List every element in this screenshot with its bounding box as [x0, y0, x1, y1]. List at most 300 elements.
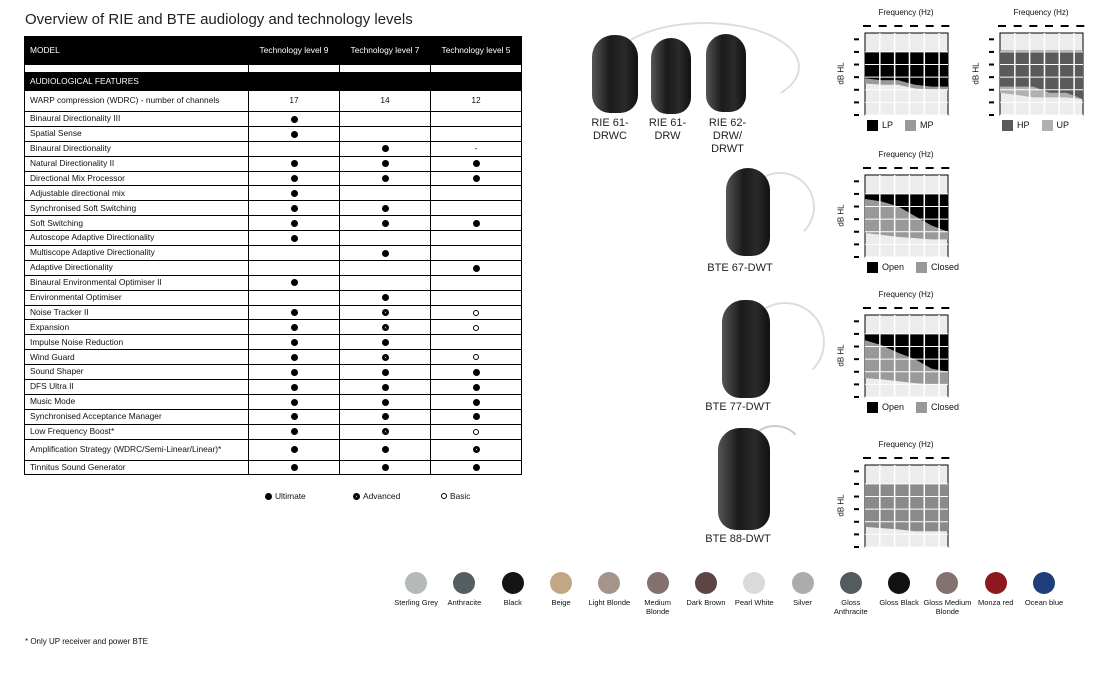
color-name: Ocean blue [1024, 598, 1064, 607]
chart-legend [867, 262, 959, 273]
feature-name: Directional Mix Processor [25, 171, 249, 186]
x-tick-mark [894, 307, 902, 309]
y-tick-mark [854, 346, 859, 348]
x-tick-mark [1045, 25, 1053, 27]
footnote: * Only UP receiver and power BTE [25, 637, 149, 646]
section-title: AUDIOLOGICAL FEATURES [25, 73, 522, 91]
device-label: RIE 61-DRW [648, 117, 687, 143]
feature-name: Expansion [25, 320, 249, 335]
table-row [25, 350, 522, 365]
color-swatch-item [633, 572, 681, 617]
y-tick-mark [854, 64, 859, 66]
chart-y-label: dB HL [836, 494, 846, 517]
color-name: Medium Blonde [644, 598, 671, 617]
color-circle [598, 572, 620, 594]
column-header: Technology level 9 [249, 37, 340, 65]
ultimate-dot-icon [291, 413, 298, 420]
table-row [25, 91, 522, 112]
cell-value: 17 [289, 95, 299, 106]
table-cell [431, 335, 522, 350]
ultimate-dot-icon [291, 190, 298, 197]
ultimate-dot-icon [291, 220, 298, 227]
color-circle [743, 572, 765, 594]
table-row [25, 380, 522, 395]
color-name: Gloss Anthracite [833, 598, 868, 617]
y-tick-mark [854, 51, 859, 53]
ultimate-dot-icon [291, 339, 298, 346]
table-row [25, 275, 522, 290]
legend-swatch [867, 402, 878, 413]
chart-y-label: dB HL [836, 204, 846, 227]
ultimate-dot-icon [382, 369, 389, 376]
table-cell [431, 409, 522, 424]
table-cell [340, 201, 431, 216]
y-tick-mark [854, 508, 859, 510]
table-cell [340, 460, 431, 475]
color-name: Dark Brown [686, 598, 726, 607]
color-swatch-item [730, 572, 778, 617]
feature-name: Autoscope Adaptive Directionality [25, 231, 249, 246]
table-cell [249, 260, 340, 275]
color-swatch-item [440, 572, 488, 617]
color-swatch-item [392, 572, 440, 617]
ultimate-dot-icon [473, 175, 480, 182]
ultimate-dot-icon [382, 446, 389, 453]
ultimate-dot-icon [382, 384, 389, 391]
table-row [25, 156, 522, 171]
y-tick-mark [854, 496, 859, 498]
feature-name: Binaural Directionality [25, 141, 249, 156]
y-tick-mark [989, 76, 994, 78]
y-tick-mark [854, 218, 859, 220]
table-row [25, 409, 522, 424]
table-cell [340, 350, 431, 365]
legend-label: Closed [931, 402, 960, 412]
feature-name: WARP compression (WDRC) - number of channels [25, 91, 249, 112]
y-tick-mark [854, 243, 859, 245]
color-circle [985, 572, 1007, 594]
table-cell [431, 394, 522, 409]
table-cell [340, 424, 431, 439]
y-tick-mark [854, 320, 859, 322]
table-cell [249, 126, 340, 141]
table-cell [340, 246, 431, 261]
ultimate-dot-icon [291, 369, 298, 376]
feature-name: Adjustable directional mix [25, 186, 249, 201]
table-cell [249, 365, 340, 380]
table-cell [249, 201, 340, 216]
table-cell [340, 260, 431, 275]
ultimate-dot-icon [382, 205, 389, 212]
y-tick-mark [989, 64, 994, 66]
feature-name: Low Frequency Boost* [25, 424, 249, 439]
y-tick-mark [854, 533, 859, 535]
ultimate-dot-icon [473, 413, 480, 420]
legend-entry [1002, 120, 1030, 131]
table-cell [249, 394, 340, 409]
y-tick-mark [854, 114, 859, 116]
ultimate-dot-icon [382, 220, 389, 227]
y-tick-mark [989, 114, 994, 116]
ultimate-dot-icon [382, 175, 389, 182]
y-tick-mark [854, 206, 859, 208]
color-name: Gloss Medium Blonde [923, 598, 972, 617]
feature-name: Sound Shaper [25, 365, 249, 380]
feature-name: Synchronised Soft Switching [25, 201, 249, 216]
x-tick-mark [926, 457, 934, 459]
feature-name: Spatial Sense [25, 126, 249, 141]
color-circle [647, 572, 669, 594]
x-tick-mark [926, 307, 934, 309]
legend-swatch [916, 402, 927, 413]
table-row [25, 460, 522, 475]
table-cell [431, 460, 522, 475]
table-cell [249, 424, 340, 439]
basic-dot-icon [473, 429, 479, 435]
ultimate-dot-icon [382, 413, 389, 420]
x-tick-mark [894, 25, 902, 27]
advanced-dot-icon [382, 354, 389, 361]
device-bte-67-image [726, 168, 770, 256]
chart-y-label: dB HL [971, 62, 981, 85]
color-swatch-item [682, 572, 730, 617]
spacer-row [25, 65, 522, 73]
ultimate-dot-icon [291, 235, 298, 242]
table-row [25, 320, 522, 335]
table-row [25, 394, 522, 409]
table-cell [431, 171, 522, 186]
table-cell [431, 275, 522, 290]
y-tick-mark [854, 193, 859, 195]
column-header: Technology level 5 [431, 37, 522, 65]
legend-swatch [867, 120, 878, 131]
ultimate-dot-icon [382, 464, 389, 471]
x-tick-mark [926, 167, 934, 169]
table-cell [249, 275, 340, 290]
table-cell [431, 231, 522, 246]
color-swatch-item [923, 572, 971, 617]
legend-swatch [905, 120, 916, 131]
table-cell [249, 112, 340, 127]
color-circle [888, 572, 910, 594]
table-cell [249, 156, 340, 171]
legend-swatch [867, 262, 878, 273]
table-cell [340, 156, 431, 171]
y-tick-mark [854, 470, 859, 472]
advanced-dot-icon [473, 446, 480, 453]
legend-entry [867, 120, 893, 131]
ultimate-dot-icon [382, 145, 389, 152]
table-cell [431, 439, 522, 460]
cell-value: - [474, 143, 478, 154]
ultimate-dot-icon [291, 131, 298, 138]
device-label: RIE 62-DRW/ DRWT [708, 117, 747, 156]
y-tick-mark [854, 231, 859, 233]
y-tick-mark [854, 101, 859, 103]
color-name: Beige [551, 598, 571, 607]
color-name: Monza red [977, 598, 1014, 607]
page-title: Overview of RIE and BTE audiology and technology levels [25, 11, 413, 28]
table-cell [431, 365, 522, 380]
feature-name: Natural Directionality II [25, 156, 249, 171]
color-name: Anthracite [447, 598, 482, 607]
legend-entry [916, 402, 959, 413]
color-name: Light Blonde [588, 598, 631, 607]
device-bte-77-image [722, 300, 770, 398]
device-rie-62-drw-image [706, 34, 746, 112]
x-tick-mark [894, 457, 902, 459]
table-legend [265, 491, 529, 501]
table-cell [431, 380, 522, 395]
advanced-dot-icon [382, 309, 389, 316]
y-tick-mark [989, 38, 994, 40]
section-row [25, 73, 522, 91]
table-row [25, 112, 522, 127]
ultimate-dot-icon [473, 265, 480, 272]
y-tick-mark [854, 38, 859, 40]
table-cell [340, 320, 431, 335]
x-tick-mark [1029, 25, 1037, 27]
feature-name: Noise Tracker II [25, 305, 249, 320]
x-tick-mark [941, 167, 949, 169]
advanced-dot-icon [382, 428, 389, 435]
table-cell [431, 290, 522, 305]
table-cell [431, 350, 522, 365]
device-rie-61-drwc-image [592, 35, 638, 113]
y-tick-mark [854, 383, 859, 385]
table-cell [249, 380, 340, 395]
feature-table [24, 36, 522, 475]
ultimate-dot-icon [473, 464, 480, 471]
table-row [25, 216, 522, 231]
device-label: BTE 77-DWT [705, 401, 771, 413]
basic-dot-icon [473, 325, 479, 331]
x-tick-mark [998, 25, 1006, 27]
x-tick-mark [863, 167, 871, 169]
color-swatch-item [827, 572, 875, 617]
y-tick-mark [854, 256, 859, 258]
table-cell [431, 424, 522, 439]
device-label: RIE 61-DRWC [591, 117, 629, 143]
legend-label: MP [920, 120, 934, 130]
x-tick-mark [910, 307, 918, 309]
y-tick-mark [854, 180, 859, 182]
table-cell [431, 216, 522, 231]
y-tick-mark [854, 76, 859, 78]
basic-dot-icon [473, 310, 479, 316]
table-row [25, 246, 522, 261]
feature-name: DFS Ultra II [25, 380, 249, 395]
table-cell [431, 260, 522, 275]
device-label: BTE 67-DWT [707, 262, 773, 274]
ultimate-dot-icon [291, 160, 298, 167]
table-cell [340, 91, 431, 112]
color-circle [840, 572, 862, 594]
color-swatch-item [972, 572, 1020, 617]
table-cell [340, 365, 431, 380]
chart-x-title: Frequency (Hz) [878, 150, 934, 159]
table-cell [249, 231, 340, 246]
feature-name: Wind Guard [25, 350, 249, 365]
feature-name: Binaural Directionality III [25, 112, 249, 127]
y-tick-mark [854, 358, 859, 360]
column-header: Technology level 7 [340, 37, 431, 65]
table-cell [340, 186, 431, 201]
table-row [25, 260, 522, 275]
ultimate-dot-icon [291, 354, 298, 361]
y-tick-mark [854, 483, 859, 485]
y-tick-mark [989, 89, 994, 91]
legend-label: Closed [931, 262, 960, 272]
ultimate-dot-icon [291, 464, 298, 471]
table-row [25, 335, 522, 350]
chart-x-title: Frequency (Hz) [878, 290, 934, 299]
table-cell [340, 380, 431, 395]
table-cell [249, 290, 340, 305]
table-cell [431, 186, 522, 201]
table-cell [340, 171, 431, 186]
table-row [25, 365, 522, 380]
chart-legend [1002, 120, 1069, 131]
table-row [25, 201, 522, 216]
feature-name: Synchronised Acceptance Manager [25, 409, 249, 424]
x-tick-mark [1076, 25, 1084, 27]
table-row [25, 171, 522, 186]
color-circle [1033, 572, 1055, 594]
table-row [25, 424, 522, 439]
device-bte-88-image [718, 428, 770, 530]
x-tick-mark [894, 167, 902, 169]
table-cell [340, 126, 431, 141]
table-row [25, 439, 522, 460]
table-cell [431, 91, 522, 112]
ultimate-dot-icon [382, 250, 389, 257]
x-tick-mark [941, 25, 949, 27]
basic-dot-icon [473, 354, 479, 360]
table-row [25, 186, 522, 201]
x-tick-mark [879, 167, 887, 169]
legend-ultimate: Ultimate [275, 491, 306, 501]
feature-name: Environmental Optimiser [25, 290, 249, 305]
ultimate-dot-icon [291, 399, 298, 406]
table-cell [431, 126, 522, 141]
ultimate-dot-icon [382, 339, 389, 346]
table-cell [340, 290, 431, 305]
table-cell [249, 216, 340, 231]
color-name: Pearl White [734, 598, 774, 607]
legend-entry [867, 402, 904, 413]
color-name: Sterling Grey [394, 598, 439, 607]
table-cell [431, 156, 522, 171]
x-tick-mark [910, 167, 918, 169]
cell-value: 14 [380, 95, 390, 106]
feature-name: Music Mode [25, 394, 249, 409]
feature-name: Soft Switching [25, 216, 249, 231]
table-row [25, 231, 522, 246]
basic-dot-icon [441, 493, 447, 499]
x-tick-mark [941, 457, 949, 459]
table-cell [340, 275, 431, 290]
table-cell [249, 246, 340, 261]
table-cell [249, 460, 340, 475]
color-circle [792, 572, 814, 594]
legend-swatch [1042, 120, 1053, 131]
device-label: BTE 88-DWT [705, 533, 771, 545]
x-tick-mark [910, 457, 918, 459]
table-header-row [25, 37, 522, 65]
advanced-dot-icon [353, 493, 360, 500]
table-cell [340, 305, 431, 320]
table-cell [340, 394, 431, 409]
table-cell [249, 141, 340, 156]
x-tick-mark [910, 25, 918, 27]
ultimate-dot-icon [291, 309, 298, 316]
color-circle [936, 572, 958, 594]
legend-entry [1042, 120, 1070, 131]
table-cell [249, 409, 340, 424]
legend-entry [916, 262, 959, 273]
table-cell [249, 305, 340, 320]
feature-name: Multiscope Adaptive Directionality [25, 246, 249, 261]
ultimate-dot-icon [473, 369, 480, 376]
table-cell [340, 216, 431, 231]
color-swatch-item [489, 572, 537, 617]
table-row [25, 141, 522, 156]
table-cell [249, 171, 340, 186]
color-name: Black [503, 598, 522, 607]
legend-label: LP [882, 120, 894, 130]
legend-label: HP [1017, 120, 1030, 130]
x-tick-mark [863, 25, 871, 27]
x-tick-mark [926, 25, 934, 27]
color-swatch-item [778, 572, 826, 617]
fitting-range-band [865, 484, 948, 531]
legend-entry [867, 262, 904, 273]
tube-image [610, 22, 800, 112]
table-row [25, 305, 522, 320]
ultimate-dot-icon [382, 399, 389, 406]
table-cell [431, 141, 522, 156]
feature-name: Adaptive Directionality [25, 260, 249, 275]
ultimate-dot-icon [291, 428, 298, 435]
ultimate-dot-icon [291, 324, 298, 331]
table-cell [249, 91, 340, 112]
table-cell [249, 439, 340, 460]
y-tick-mark [854, 396, 859, 398]
table-cell [431, 320, 522, 335]
feature-name: Amplification Strategy (WDRC/Semi-Linear/Linear)* [25, 439, 249, 460]
chart-x-title: Frequency (Hz) [1013, 8, 1069, 17]
y-tick-mark [854, 546, 859, 548]
table-cell [340, 335, 431, 350]
ultimate-dot-icon [473, 399, 480, 406]
feature-name: Impulse Noise Reduction [25, 335, 249, 350]
y-tick-mark [854, 89, 859, 91]
table-cell [340, 409, 431, 424]
legend-label: Open [882, 402, 905, 412]
table-cell [340, 231, 431, 246]
ultimate-dot-icon [291, 116, 298, 123]
color-swatch-item [537, 572, 585, 617]
table-cell [340, 112, 431, 127]
chart-y-label: dB HL [836, 344, 846, 367]
color-circle [405, 572, 427, 594]
device-rie-61-drw-image [651, 38, 691, 114]
color-circle [453, 572, 475, 594]
color-swatch-item [585, 572, 633, 617]
ultimate-dot-icon [473, 384, 480, 391]
cell-value: 12 [471, 95, 481, 106]
